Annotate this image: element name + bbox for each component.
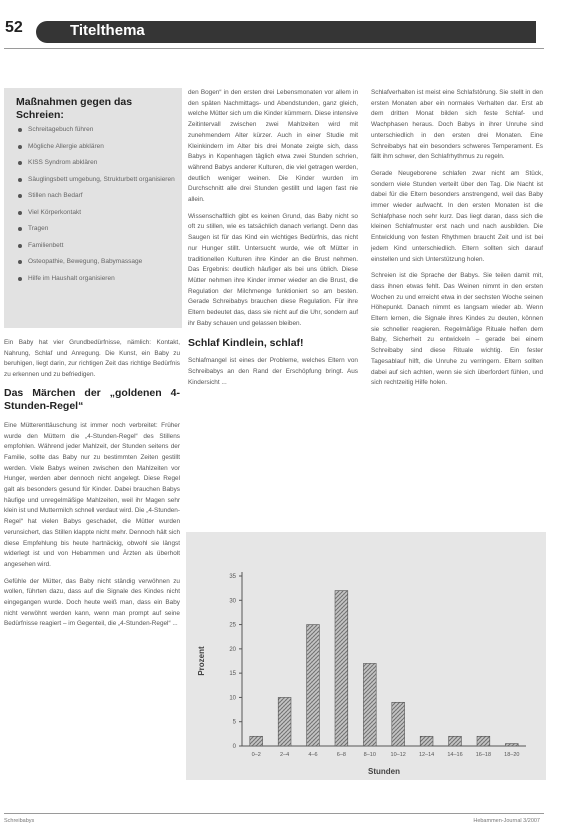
x-tick-label: 12–14 <box>418 752 435 758</box>
list-item: Osteopathie, Bewegung, Babymassage <box>16 258 178 267</box>
y-tick-label: 25 <box>229 622 236 629</box>
y-tick-label: 10 <box>229 695 236 702</box>
chart-panel <box>186 532 546 780</box>
measures-title: Maßnahmen gegen das Schreien: <box>16 96 133 121</box>
x-tick-label: 14–16 <box>447 752 463 758</box>
y-tick-label: 0 <box>232 744 236 750</box>
measures-list <box>16 126 178 291</box>
y-tick-label: 20 <box>229 646 236 653</box>
bar-chart <box>186 532 546 780</box>
body-paragraph: den Bogen“ in den ersten drei Lebensmonaten vor allem in den späten Nachmittags- und Abendstunden, ganz gleich, welche Mütter sich um die Kinder kümmern. Diese intensive Zeitintervall zwischen zwei Mahlzeiten wird mit zunehmendem Alter kürzer. Auch in einer Studie mit Kleinkindern im Alter bis drei Monate zeigte sich, dass Babys in Kopenhagen täglich etwa zwei Stunden schrien, während Babys anderer Kulturen, die viel getragen werden, deutlich weniger weinen. Die Kinder wurden im Durchschnitt alle drei Stunden gestillt und lagen fast nie allein. <box>188 89 358 204</box>
column-3 <box>371 88 543 395</box>
x-tick-label: 8–10 <box>363 752 376 758</box>
section-title: Titelthema <box>70 22 145 39</box>
header-rule <box>4 48 544 49</box>
bar <box>449 736 462 746</box>
section-heading: Schlaf Kindlein, schlaf! <box>188 337 304 350</box>
x-tick-label: 0–2 <box>251 752 261 758</box>
list-item: Säuglingsbett umgebung, Strukturbett organisieren <box>16 176 178 185</box>
column-2 <box>188 88 358 395</box>
y-axis-label: Prozent <box>197 646 206 676</box>
y-tick-label: 30 <box>229 598 236 605</box>
body-paragraph: Eine Mütterenttäuschung ist immer noch verbreitet: Früher wurde den Müttern die „4-Stunden-Regel“ des Stillens empfohlen. Während jeder Mahlzeit, der Stunden seitens der Familie, sollte das Baby nur zu bestimmten Zeiten gestillt werden. Viele Babys weinen zwischen den Mahlzeiten vor Hunger, werden aber dennoch nicht angelegt. Diese Regel galt als besonders gesund für Kinder. Dabei brauchen Babys häufige und unregelmäßige Mahlzeiten, weil ihr Magen sehr klein ist und Muttermilch schnell verdaut wird. Die „4-Stunden-Regel“ hat vielen Babys geschadet, die Mütter wurden verunsichert, das Stillen klappte nicht mehr. Dennoch hält sich diese Empfehlung bis heute hartnäckig, obwohl sie längst widerlegt ist und von Hebammen und Ärzten als überholt angesehen wird. <box>4 421 180 568</box>
x-tick-label: 6–8 <box>336 752 346 758</box>
bar <box>505 744 518 746</box>
y-tick-label: 5 <box>232 719 236 726</box>
bar <box>307 625 320 746</box>
y-tick-label: 15 <box>229 671 236 678</box>
x-axis-label: Stunden <box>368 767 400 776</box>
bar <box>278 697 291 746</box>
body-paragraph: Schlafverhalten ist meist eine Schlafstörung. Sie stellt in den ersten Monaten aber ein normales Verhalten dar. Erst ab dem dritten Monat bilden sich feste Schlaf- und Wachphasen heraus. Doch Babys in ihrer Unruhe sind unterschiedlich in den ersten drei Monaten. Eine Schreibabys hat ein besonders schweres Temperament. Es fällt ihm schwer, den Schlafrhythmus zu regeln. <box>371 89 543 161</box>
body-paragraph: Gerade Neugeborene schlafen zwar nicht am Stück, sondern viele Stunden verteilt über den Tag. Die Nacht ist dabei für die Eltern besonders anstrengend, weil das Baby immer wieder aufwacht. In den ersten Monaten ist die Schlafphase noch sehr kurz. Das liegt daran, dass sich die kleinen Schlafmuster erst nach und nach ausbilden. Die Entwicklung von festen Rhythmen braucht Zeit und ist bei jedem Kind unterschiedlich. Eltern sollten sich darauf einstellen und sich Unterstützung holen. <box>371 169 543 263</box>
column-1 <box>4 338 180 636</box>
bar <box>250 736 263 746</box>
section-heading: Das Märchen der „goldenen 4-Stunden-Regel“ <box>4 386 180 412</box>
footer-right: Hebammen-Journal 3/2007 <box>473 818 540 824</box>
bar <box>420 736 433 746</box>
body-paragraph: Gefühle der Mütter, das Baby nicht ständig verwöhnen zu wollen, führten dazu, dass auf die Signale des Kindes nicht eingegangen wurde. Doch heute weiß man, dass ein Baby nicht verwöhnt werden kann, wenn man prompt auf seine Bedürfnisse reagiert – im Gegenteil, die „4-Stunden-Regel“ ... <box>4 577 180 628</box>
footer-rule <box>4 813 544 814</box>
list-item: Stillen nach Bedarf <box>16 192 178 201</box>
x-tick-label: 2–4 <box>280 752 290 758</box>
list-item: Tragen <box>16 225 178 234</box>
list-item: Hilfe im Haushalt organisieren <box>16 275 178 284</box>
list-item: Schreitagebuch führen <box>16 126 178 135</box>
x-tick-label: 16–18 <box>475 752 492 758</box>
intro-paragraph: Ein Baby hat vier Grundbedürfnisse, nämlich: Kontakt, Nahrung, Schlaf und Anregung. Die Kunst, ein Baby zu beruhigen, liegt darin, zur richtigen Zeit das richtige Bedürfnis zu erkennen und zu befriedigen. <box>4 339 180 379</box>
body-paragraph: Schlafmangel ist eines der Probleme, welches Eltern von Schreibabys an den Rand der Erschöpfung bringt. Aus Kindersicht ... <box>188 357 358 386</box>
bar <box>335 591 348 746</box>
x-tick-label: 18–20 <box>504 752 520 758</box>
bar <box>477 736 490 746</box>
list-item: Viel Körperkontakt <box>16 209 178 218</box>
y-tick-label: 35 <box>229 574 236 580</box>
list-item: Mögliche Allergie abklären <box>16 143 178 152</box>
list-item: Familienbett <box>16 242 178 251</box>
measures-box <box>4 88 182 328</box>
page-number: 52 <box>5 19 23 36</box>
body-paragraph: Wissenschaftlich gibt es keinen Grund, das Baby nicht so oft zu stillen, wie es tatsächlich danach verlangt. Denn das Saugen ist für das Kind ein wichtiges Bedürfnis, das nicht nur Hunger stillt. Untersucht wurde, wie oft Mütter in traditionellen Kulturen ihre Kinder an die Brust nehmen. Das Ergebnis: deutlich häufiger als bei uns üblich. Diese Mütter nehmen ihre Kinder immer wieder an die Brust, die Regulation der Milchmenge funktioniert so am besten. Gerade Schreibabys brauchen diese Regulation. Für ihre Eltern bedeutet das, dass sie nicht auf die Uhr, sondern auf ihr Baby schauen und gelassen bleiben. <box>188 212 358 327</box>
x-tick-label: 10–12 <box>390 752 406 758</box>
bar <box>363 663 376 746</box>
x-tick-label: 4–6 <box>308 752 318 758</box>
bar <box>392 702 405 746</box>
list-item: KISS Syndrom abklären <box>16 159 178 168</box>
body-paragraph: Schreien ist die Sprache der Babys. Sie teilen damit mit, dass ihnen etwas fehlt. Das Weinen nimmt in den ersten Wochen zu und erreicht etwa in der sechsten Woche seinen Höhepunkt. Danach nimmt es langsam wieder ab. Wenn Eltern lernen, die Signale ihres Kindes zu deuten, können sie schneller reagieren. Regelmäßige Rituale helfen dem Baby, Sicherheit zu entwickeln – gerade bei einem Schreibaby sind diese Rituale wichtig. Ein fester Tagesablauf hilft, die Unruhe zu verringern. Eltern sollten dabei auf sich achten, wenn sie sich überfordert fühlen, und sich rechtzeitig Hilfe holen. <box>371 272 543 387</box>
footer-left: Schreibabys <box>4 818 35 824</box>
